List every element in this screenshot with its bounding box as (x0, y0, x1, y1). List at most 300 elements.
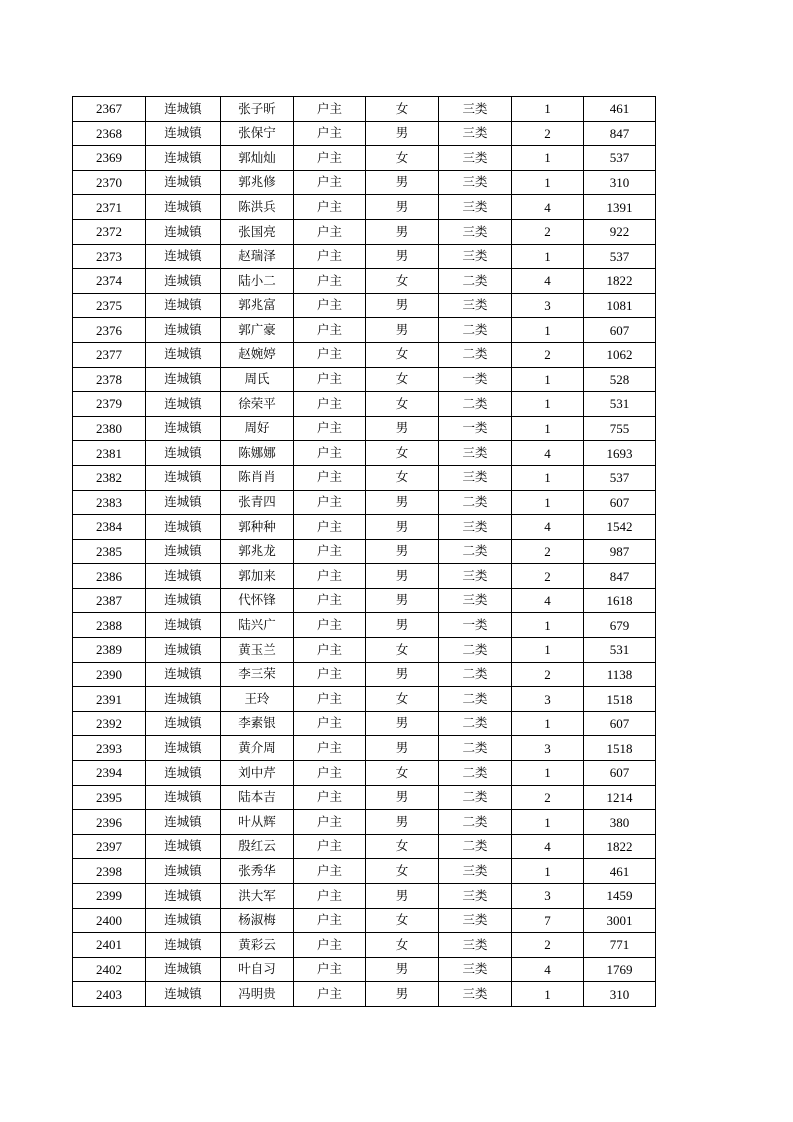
cell-household-size: 3 (512, 687, 584, 712)
cell-name: 陆小二 (221, 269, 294, 294)
cell-amount: 607 (584, 490, 656, 515)
cell-number: 2393 (73, 736, 146, 761)
cell-household-size: 2 (512, 219, 584, 244)
cell-name: 陈洪兵 (221, 195, 294, 220)
cell-household-size: 1 (512, 318, 584, 343)
cell-household-size: 1 (512, 490, 584, 515)
cell-town: 连城镇 (146, 416, 221, 441)
cell-name: 杨淑梅 (221, 908, 294, 933)
cell-gender: 女 (366, 908, 439, 933)
cell-gender: 男 (366, 244, 439, 269)
cell-household-size: 2 (512, 121, 584, 146)
cell-household-size: 3 (512, 884, 584, 909)
cell-name: 周氏 (221, 367, 294, 392)
table-row (73, 97, 656, 122)
cell-category: 三类 (439, 859, 512, 884)
cell-relation: 户主 (294, 687, 366, 712)
cell-number: 2388 (73, 613, 146, 638)
cell-gender: 男 (366, 195, 439, 220)
cell-town: 连城镇 (146, 121, 221, 146)
table-row (73, 490, 656, 515)
cell-gender: 女 (366, 367, 439, 392)
table-row (73, 244, 656, 269)
cell-number: 2371 (73, 195, 146, 220)
cell-household-size: 4 (512, 195, 584, 220)
cell-relation: 户主 (294, 367, 366, 392)
cell-gender: 男 (366, 662, 439, 687)
cell-amount: 607 (584, 761, 656, 786)
cell-number: 2396 (73, 810, 146, 835)
cell-number: 2385 (73, 539, 146, 564)
cell-household-size: 1 (512, 465, 584, 490)
cell-household-size: 3 (512, 293, 584, 318)
cell-number: 2374 (73, 269, 146, 294)
table-row (73, 121, 656, 146)
cell-category: 三类 (439, 244, 512, 269)
cell-amount: 461 (584, 97, 656, 122)
cell-amount: 922 (584, 219, 656, 244)
cell-town: 连城镇 (146, 613, 221, 638)
cell-number: 2377 (73, 342, 146, 367)
cell-amount: 531 (584, 392, 656, 417)
cell-amount: 847 (584, 564, 656, 589)
cell-town: 连城镇 (146, 810, 221, 835)
cell-household-size: 1 (512, 613, 584, 638)
cell-category: 三类 (439, 564, 512, 589)
cell-number: 2372 (73, 219, 146, 244)
cell-gender: 男 (366, 490, 439, 515)
cell-relation: 户主 (294, 638, 366, 663)
cell-number: 2368 (73, 121, 146, 146)
cell-name: 郭兆龙 (221, 539, 294, 564)
cell-town: 连城镇 (146, 293, 221, 318)
cell-town: 连城镇 (146, 539, 221, 564)
cell-category: 二类 (439, 490, 512, 515)
cell-relation: 户主 (294, 613, 366, 638)
cell-category: 三类 (439, 146, 512, 171)
household-table (72, 96, 656, 1007)
cell-category: 二类 (439, 662, 512, 687)
cell-number: 2375 (73, 293, 146, 318)
cell-number: 2402 (73, 957, 146, 982)
table-row (73, 662, 656, 687)
cell-name: 赵瑞泽 (221, 244, 294, 269)
cell-name: 刘中芹 (221, 761, 294, 786)
cell-town: 连城镇 (146, 392, 221, 417)
table-row (73, 884, 656, 909)
cell-number: 2381 (73, 441, 146, 466)
cell-gender: 女 (366, 97, 439, 122)
cell-amount: 987 (584, 539, 656, 564)
cell-gender: 女 (366, 342, 439, 367)
cell-household-size: 1 (512, 170, 584, 195)
cell-amount: 1518 (584, 736, 656, 761)
cell-household-size: 4 (512, 441, 584, 466)
cell-gender: 女 (366, 269, 439, 294)
cell-relation: 户主 (294, 662, 366, 687)
cell-gender: 男 (366, 416, 439, 441)
cell-household-size: 2 (512, 785, 584, 810)
table-row (73, 318, 656, 343)
cell-relation: 户主 (294, 785, 366, 810)
cell-gender: 男 (366, 564, 439, 589)
cell-relation: 户主 (294, 195, 366, 220)
cell-name: 陈肖肖 (221, 465, 294, 490)
table-row (73, 613, 656, 638)
cell-category: 三类 (439, 97, 512, 122)
cell-household-size: 1 (512, 859, 584, 884)
cell-name: 洪大军 (221, 884, 294, 909)
cell-number: 2376 (73, 318, 146, 343)
cell-gender: 男 (366, 711, 439, 736)
cell-amount: 1822 (584, 269, 656, 294)
cell-name: 叶自习 (221, 957, 294, 982)
table-row (73, 392, 656, 417)
cell-category: 二类 (439, 269, 512, 294)
cell-gender: 女 (366, 465, 439, 490)
table-row (73, 711, 656, 736)
cell-name: 郭加来 (221, 564, 294, 589)
cell-category: 二类 (439, 392, 512, 417)
table-row (73, 146, 656, 171)
cell-relation: 户主 (294, 318, 366, 343)
cell-relation: 户主 (294, 515, 366, 540)
cell-relation: 户主 (294, 588, 366, 613)
cell-name: 殷红云 (221, 834, 294, 859)
cell-name: 黄介周 (221, 736, 294, 761)
cell-category: 三类 (439, 170, 512, 195)
cell-relation: 户主 (294, 170, 366, 195)
cell-amount: 461 (584, 859, 656, 884)
cell-name: 郭兆修 (221, 170, 294, 195)
cell-number: 2403 (73, 982, 146, 1007)
cell-name: 陆兴广 (221, 613, 294, 638)
cell-town: 连城镇 (146, 146, 221, 171)
cell-household-size: 1 (512, 392, 584, 417)
cell-amount: 380 (584, 810, 656, 835)
cell-gender: 女 (366, 638, 439, 663)
cell-category: 二类 (439, 785, 512, 810)
cell-household-size: 2 (512, 933, 584, 958)
cell-gender: 男 (366, 170, 439, 195)
cell-town: 连城镇 (146, 711, 221, 736)
cell-gender: 男 (366, 884, 439, 909)
cell-number: 2386 (73, 564, 146, 589)
cell-town: 连城镇 (146, 342, 221, 367)
cell-relation: 户主 (294, 933, 366, 958)
cell-number: 2383 (73, 490, 146, 515)
cell-town: 连城镇 (146, 564, 221, 589)
cell-number: 2400 (73, 908, 146, 933)
cell-category: 二类 (439, 834, 512, 859)
table-row (73, 269, 656, 294)
cell-name: 王玲 (221, 687, 294, 712)
cell-amount: 771 (584, 933, 656, 958)
cell-category: 二类 (439, 761, 512, 786)
cell-number: 2380 (73, 416, 146, 441)
cell-amount: 1062 (584, 342, 656, 367)
cell-name: 赵婉婷 (221, 342, 294, 367)
cell-gender: 男 (366, 588, 439, 613)
cell-amount: 537 (584, 146, 656, 171)
cell-relation: 户主 (294, 244, 366, 269)
cell-town: 连城镇 (146, 170, 221, 195)
cell-household-size: 2 (512, 662, 584, 687)
cell-household-size: 1 (512, 761, 584, 786)
cell-gender: 男 (366, 318, 439, 343)
cell-number: 2401 (73, 933, 146, 958)
cell-gender: 女 (366, 761, 439, 786)
table-body (73, 97, 656, 1007)
cell-amount: 1769 (584, 957, 656, 982)
cell-household-size: 1 (512, 97, 584, 122)
cell-relation: 户主 (294, 539, 366, 564)
cell-number: 2373 (73, 244, 146, 269)
cell-number: 2370 (73, 170, 146, 195)
cell-relation: 户主 (294, 908, 366, 933)
cell-household-size: 4 (512, 834, 584, 859)
cell-amount: 528 (584, 367, 656, 392)
cell-relation: 户主 (294, 416, 366, 441)
table-row (73, 834, 656, 859)
cell-relation: 户主 (294, 761, 366, 786)
cell-amount: 3001 (584, 908, 656, 933)
cell-category: 三类 (439, 884, 512, 909)
cell-number: 2379 (73, 392, 146, 417)
table-row (73, 810, 656, 835)
cell-amount: 1459 (584, 884, 656, 909)
table-row (73, 933, 656, 958)
cell-category: 三类 (439, 515, 512, 540)
cell-town: 连城镇 (146, 859, 221, 884)
cell-town: 连城镇 (146, 785, 221, 810)
cell-category: 三类 (439, 908, 512, 933)
cell-amount: 1518 (584, 687, 656, 712)
cell-amount: 1542 (584, 515, 656, 540)
cell-category: 三类 (439, 219, 512, 244)
cell-name: 张子昕 (221, 97, 294, 122)
cell-name: 冯明贵 (221, 982, 294, 1007)
table-row (73, 416, 656, 441)
cell-category: 一类 (439, 367, 512, 392)
cell-gender: 男 (366, 121, 439, 146)
cell-household-size: 1 (512, 982, 584, 1007)
cell-gender: 男 (366, 957, 439, 982)
table-row (73, 908, 656, 933)
cell-amount: 1693 (584, 441, 656, 466)
cell-amount: 537 (584, 244, 656, 269)
cell-town: 连城镇 (146, 490, 221, 515)
cell-gender: 女 (366, 392, 439, 417)
cell-category: 三类 (439, 441, 512, 466)
cell-relation: 户主 (294, 219, 366, 244)
cell-amount: 310 (584, 170, 656, 195)
table-row (73, 957, 656, 982)
cell-amount: 1618 (584, 588, 656, 613)
cell-household-size: 2 (512, 342, 584, 367)
cell-town: 连城镇 (146, 982, 221, 1007)
cell-category: 三类 (439, 121, 512, 146)
cell-category: 二类 (439, 318, 512, 343)
table-row (73, 293, 656, 318)
cell-amount: 755 (584, 416, 656, 441)
cell-town: 连城镇 (146, 662, 221, 687)
cell-household-size: 1 (512, 367, 584, 392)
cell-relation: 户主 (294, 146, 366, 171)
cell-relation: 户主 (294, 810, 366, 835)
table-row (73, 539, 656, 564)
table-row (73, 785, 656, 810)
table-row (73, 342, 656, 367)
cell-category: 一类 (439, 416, 512, 441)
cell-town: 连城镇 (146, 736, 221, 761)
cell-town: 连城镇 (146, 761, 221, 786)
cell-relation: 户主 (294, 269, 366, 294)
table-row (73, 638, 656, 663)
cell-relation: 户主 (294, 884, 366, 909)
cell-town: 连城镇 (146, 367, 221, 392)
cell-name: 张国亮 (221, 219, 294, 244)
cell-household-size: 4 (512, 588, 584, 613)
cell-household-size: 4 (512, 957, 584, 982)
cell-town: 连城镇 (146, 957, 221, 982)
cell-name: 周好 (221, 416, 294, 441)
cell-name: 张青四 (221, 490, 294, 515)
cell-name: 代怀锋 (221, 588, 294, 613)
cell-number: 2394 (73, 761, 146, 786)
cell-name: 李三荣 (221, 662, 294, 687)
cell-gender: 男 (366, 539, 439, 564)
cell-name: 张保宁 (221, 121, 294, 146)
cell-category: 三类 (439, 465, 512, 490)
cell-amount: 847 (584, 121, 656, 146)
cell-relation: 户主 (294, 490, 366, 515)
cell-number: 2391 (73, 687, 146, 712)
cell-name: 李素银 (221, 711, 294, 736)
cell-town: 连城镇 (146, 465, 221, 490)
cell-number: 2390 (73, 662, 146, 687)
cell-category: 二类 (439, 810, 512, 835)
cell-name: 郭灿灿 (221, 146, 294, 171)
table-row (73, 219, 656, 244)
cell-number: 2387 (73, 588, 146, 613)
cell-category: 二类 (439, 687, 512, 712)
cell-town: 连城镇 (146, 515, 221, 540)
cell-name: 黄玉兰 (221, 638, 294, 663)
cell-relation: 户主 (294, 293, 366, 318)
cell-household-size: 2 (512, 539, 584, 564)
cell-name: 陆本吉 (221, 785, 294, 810)
cell-household-size: 1 (512, 416, 584, 441)
cell-household-size: 1 (512, 711, 584, 736)
table-row (73, 515, 656, 540)
cell-town: 连城镇 (146, 97, 221, 122)
cell-number: 2389 (73, 638, 146, 663)
table-row (73, 859, 656, 884)
cell-town: 连城镇 (146, 219, 221, 244)
cell-name: 郭兆富 (221, 293, 294, 318)
cell-category: 三类 (439, 293, 512, 318)
cell-number: 2395 (73, 785, 146, 810)
cell-household-size: 2 (512, 564, 584, 589)
cell-gender: 男 (366, 785, 439, 810)
cell-relation: 户主 (294, 342, 366, 367)
cell-gender: 女 (366, 441, 439, 466)
table-row (73, 736, 656, 761)
cell-gender: 女 (366, 859, 439, 884)
cell-name: 黄彩云 (221, 933, 294, 958)
table-row (73, 441, 656, 466)
table-row (73, 195, 656, 220)
table-row (73, 982, 656, 1007)
cell-relation: 户主 (294, 121, 366, 146)
cell-name: 张秀华 (221, 859, 294, 884)
cell-relation: 户主 (294, 441, 366, 466)
cell-number: 2398 (73, 859, 146, 884)
cell-amount: 1822 (584, 834, 656, 859)
cell-gender: 男 (366, 736, 439, 761)
table-row (73, 761, 656, 786)
cell-town: 连城镇 (146, 933, 221, 958)
cell-household-size: 3 (512, 736, 584, 761)
cell-amount: 310 (584, 982, 656, 1007)
cell-relation: 户主 (294, 834, 366, 859)
cell-gender: 女 (366, 933, 439, 958)
cell-household-size: 1 (512, 146, 584, 171)
table-row (73, 588, 656, 613)
cell-town: 连城镇 (146, 588, 221, 613)
cell-category: 一类 (439, 613, 512, 638)
cell-relation: 户主 (294, 465, 366, 490)
cell-household-size: 7 (512, 908, 584, 933)
cell-gender: 女 (366, 146, 439, 171)
cell-household-size: 1 (512, 244, 584, 269)
cell-amount: 531 (584, 638, 656, 663)
cell-town: 连城镇 (146, 195, 221, 220)
cell-relation: 户主 (294, 957, 366, 982)
cell-relation: 户主 (294, 982, 366, 1007)
cell-name: 郭广豪 (221, 318, 294, 343)
cell-category: 三类 (439, 982, 512, 1007)
cell-category: 二类 (439, 638, 512, 663)
cell-number: 2382 (73, 465, 146, 490)
cell-relation: 户主 (294, 564, 366, 589)
cell-household-size: 4 (512, 269, 584, 294)
cell-name: 郭种种 (221, 515, 294, 540)
cell-gender: 男 (366, 293, 439, 318)
cell-category: 三类 (439, 195, 512, 220)
cell-category: 二类 (439, 539, 512, 564)
cell-town: 连城镇 (146, 244, 221, 269)
cell-amount: 537 (584, 465, 656, 490)
cell-relation: 户主 (294, 711, 366, 736)
cell-town: 连城镇 (146, 638, 221, 663)
table-row (73, 564, 656, 589)
cell-name: 陈娜娜 (221, 441, 294, 466)
cell-town: 连城镇 (146, 441, 221, 466)
table-row (73, 170, 656, 195)
cell-category: 二类 (439, 711, 512, 736)
cell-town: 连城镇 (146, 687, 221, 712)
cell-town: 连城镇 (146, 834, 221, 859)
cell-household-size: 1 (512, 810, 584, 835)
cell-number: 2369 (73, 146, 146, 171)
cell-amount: 1214 (584, 785, 656, 810)
cell-gender: 男 (366, 810, 439, 835)
cell-number: 2367 (73, 97, 146, 122)
cell-number: 2392 (73, 711, 146, 736)
cell-number: 2397 (73, 834, 146, 859)
